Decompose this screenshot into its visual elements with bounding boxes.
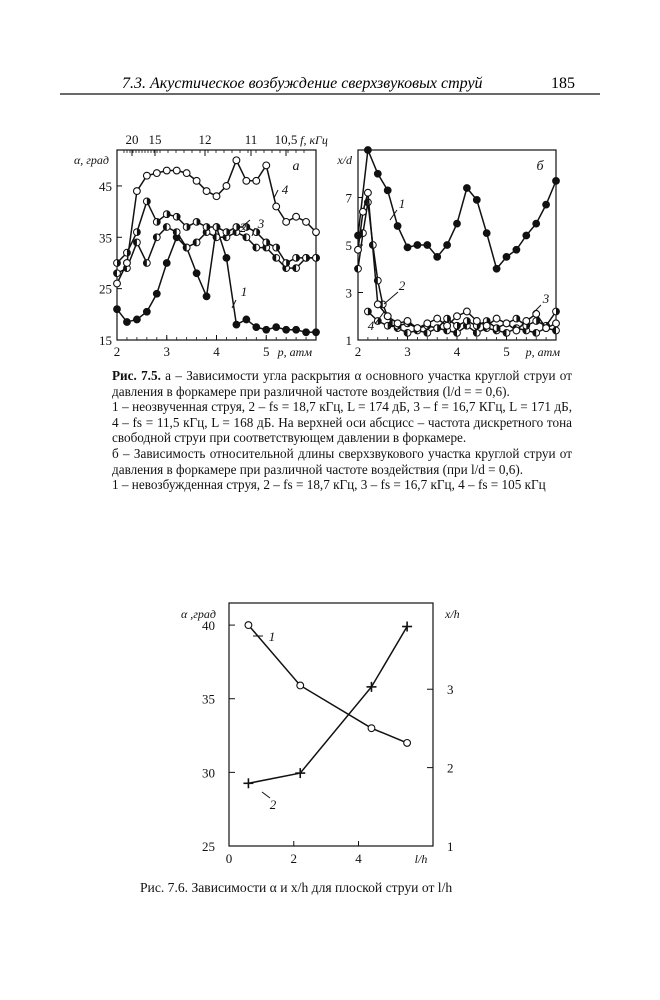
series-4-point <box>233 157 240 164</box>
series-1-point <box>394 223 401 230</box>
series-3-point <box>203 224 210 231</box>
x-tick-label: 4 <box>355 851 362 866</box>
series-1-point <box>223 254 230 261</box>
series-2-point <box>213 234 220 241</box>
series-4-line <box>358 193 556 331</box>
curve-label-4: 4 <box>367 318 375 333</box>
curve-label-2: 2 <box>398 278 406 293</box>
series-4-point <box>360 208 367 215</box>
series-4-point <box>355 246 362 253</box>
x-tick-label: 4 <box>213 344 220 359</box>
series-3-point <box>153 218 160 225</box>
caption-line-b: б – Зависимость относительной длины сверхзвукового участка круглой струи от давления в форкамере при различной частоте воздействия (при l/d = 0,6). <box>112 445 572 477</box>
series-4-point <box>424 320 431 327</box>
series-1-point <box>263 326 270 333</box>
series-1-point <box>384 187 391 194</box>
y-right-tick-label: 3 <box>447 682 454 698</box>
series-4-point <box>213 193 220 200</box>
series-4-point <box>243 177 250 184</box>
y-tick-label: 3 <box>345 285 352 301</box>
figure-7-6 <box>181 603 460 866</box>
series-1-point <box>297 682 304 689</box>
series-4-point <box>114 280 121 287</box>
y-left-axis-label: α ,град <box>180 607 216 621</box>
series-4-point <box>483 322 490 329</box>
series-3-point <box>384 322 391 329</box>
series-2-point <box>293 265 300 272</box>
series-4-point <box>553 320 560 327</box>
series-4-point <box>173 167 180 174</box>
series-2-point <box>503 329 510 336</box>
plot-frame <box>358 150 556 340</box>
series-4-point <box>374 301 381 308</box>
x-tick-label: 5 <box>263 344 270 359</box>
y-right-axis-label: x/h <box>445 607 460 621</box>
series-4-point <box>384 313 391 320</box>
x-tick-label: 3 <box>404 344 411 359</box>
series-2-point <box>163 224 170 231</box>
top-tick-label: 15 <box>148 132 162 147</box>
caption-line-a: а – Зависимости угла раскрытия α основного участка круглой струи от давления в форкамере при различной частоте воздействия (l/d = = 0,6). <box>112 368 572 399</box>
figure-7-6-caption: Рис. 7.6. Зависимости α и x/h для плоской струи от l/h <box>140 880 453 895</box>
series-1-point <box>513 246 520 253</box>
series-3-point <box>434 325 441 332</box>
series-3-point <box>263 239 270 246</box>
y-axis-label: α, град <box>73 153 109 167</box>
curve-label-1: 1 <box>398 196 406 211</box>
series-3-point <box>273 244 280 251</box>
series-3-point <box>173 213 180 220</box>
series-1-point <box>143 308 150 315</box>
series-4-point <box>523 318 530 325</box>
x-axis-label: p, атм <box>525 345 560 359</box>
y-left-tick-label: 30 <box>202 765 215 781</box>
series-3-point <box>223 229 230 236</box>
series-2-point <box>183 244 190 251</box>
series-1-point <box>374 170 381 177</box>
y-tick-label: 7 <box>345 190 352 206</box>
series-3-point <box>533 318 540 325</box>
series-3-point <box>283 260 290 267</box>
caption-label: Рис. 7.5. <box>112 368 161 383</box>
series-1-point <box>365 147 372 154</box>
series-3-point <box>454 322 461 329</box>
series-2-point <box>553 327 560 334</box>
caption-line-legend-a: 1 – неозвученная струя, 2 – fs = 18,7 кГц, L = 174 дБ, 3 – f = 16,7 КГц, L = 171 дБ, 4 – fs = 11,5 кГц, L = 168 дБ. На верхней оси абсцисс – частота дискретного тона свободной струи при соответствующем давлении в форкамере. <box>112 399 572 446</box>
x-axis-label: l/h <box>414 852 428 866</box>
x-tick-label: 2 <box>290 851 298 866</box>
y-axis-label: x/d <box>337 153 352 167</box>
series-2-point <box>114 270 121 277</box>
y-left-tick-label: 40 <box>202 618 215 634</box>
panel-label: а <box>292 159 300 174</box>
series-4-point <box>183 170 190 177</box>
series-1-point <box>483 230 490 237</box>
curve-label-3: 3 <box>257 216 265 231</box>
series-4-point <box>303 218 310 225</box>
x-tick-label: 2 <box>113 344 121 359</box>
y-right-tick-label: 1 <box>447 839 454 854</box>
series-2-point <box>454 329 461 336</box>
series-2-point <box>253 244 260 251</box>
series-2-point <box>173 229 180 236</box>
series-1-point <box>233 321 240 328</box>
caption-line-legend-b: 1 – невозбужденная струя, 2 – fs = 18,7 кГц, 3 – fs = 16,7 кГц, 4 – fs = 105 кГц <box>112 477 546 493</box>
series-3-point <box>134 229 141 236</box>
series-2-point <box>402 622 412 632</box>
series-3-point <box>143 198 150 205</box>
top-axis-label: f, кГц <box>300 133 328 147</box>
curve-label-2: 2 <box>269 797 277 812</box>
series-1-point <box>454 220 461 227</box>
x-tick-label: 2 <box>354 344 362 359</box>
curve-label-3: 3 <box>542 291 550 306</box>
figure-7-5b <box>336 147 560 359</box>
series-1-line <box>117 227 316 332</box>
series-1-point <box>493 265 500 272</box>
series-1-point <box>293 326 300 333</box>
running-header-title: 7.3. Акустическое возбуждение сверхзвуковых струй <box>122 75 483 92</box>
series-1-point <box>114 306 121 313</box>
series-4-point <box>365 189 372 196</box>
series-1-point <box>283 326 290 333</box>
y-tick-label: 1 <box>345 333 352 348</box>
series-1-point <box>153 290 160 297</box>
series-4-point <box>503 320 510 327</box>
series-3-point <box>313 254 320 261</box>
series-1-point <box>368 725 375 732</box>
y-tick-label: 45 <box>99 178 112 194</box>
series-2-point <box>424 329 431 336</box>
top-tick-label: 12 <box>198 132 212 147</box>
curve-label-1: 1 <box>268 629 276 644</box>
series-2-point <box>404 329 411 336</box>
curve-label-2: 2 <box>239 220 247 235</box>
series-4-point <box>464 308 471 315</box>
series-4-point <box>454 313 461 320</box>
series-3-point <box>553 308 560 315</box>
series-1-point <box>414 242 421 249</box>
y-tick-label: 35 <box>99 230 112 246</box>
series-3-point <box>163 211 170 218</box>
series-1-point <box>434 253 441 260</box>
series-1-point <box>444 242 451 249</box>
series-4-point <box>124 260 131 267</box>
series-3-point <box>365 308 372 315</box>
curve-label-1: 1 <box>240 284 248 299</box>
curve-label-4: 4 <box>281 182 289 197</box>
series-4-point <box>163 167 170 174</box>
x-tick-label: 4 <box>453 344 461 359</box>
series-4-point <box>143 172 150 179</box>
series-4-point <box>293 213 300 220</box>
y-left-tick-label: 35 <box>202 691 215 707</box>
curve-leader <box>384 292 398 304</box>
series-2-line <box>248 627 407 784</box>
series-3-point <box>183 224 190 231</box>
series-4-point <box>153 170 160 177</box>
series-3-point <box>293 254 300 261</box>
series-1-line <box>358 150 556 269</box>
series-1-point <box>163 260 170 267</box>
series-3-point <box>493 325 500 332</box>
series-2-point <box>143 260 150 267</box>
series-1-point <box>273 324 280 331</box>
series-1-point <box>523 232 530 239</box>
series-1-point <box>313 329 320 336</box>
figure-7-5-caption <box>112 368 572 493</box>
series-1-point <box>134 316 141 323</box>
series-1-point <box>245 622 252 629</box>
series-4-point <box>543 325 550 332</box>
series-4-point <box>394 320 401 327</box>
series-1-point <box>473 196 480 203</box>
plot-frame <box>229 603 433 846</box>
series-3-point <box>193 218 200 225</box>
figure-7-5a <box>74 132 328 359</box>
x-tick-label: 3 <box>163 344 170 359</box>
series-4-point <box>444 322 451 329</box>
panel-label: б <box>536 159 544 174</box>
y-tick-label: 15 <box>99 333 112 348</box>
series-1-point <box>404 244 411 251</box>
series-4-point <box>223 183 230 190</box>
x-axis-label: p, атм <box>277 345 312 359</box>
series-3-point <box>464 318 471 325</box>
series-2-point <box>533 329 540 336</box>
series-3-point <box>513 315 520 322</box>
series-1-point <box>203 293 210 300</box>
series-1-point <box>533 220 540 227</box>
curve-leader <box>274 190 278 198</box>
series-1-point <box>503 253 510 260</box>
series-4-point <box>493 315 500 322</box>
series-4-point <box>203 188 210 195</box>
series-1-point <box>543 201 550 208</box>
series-1-point <box>464 185 471 192</box>
top-tick-label: 11 <box>244 132 258 147</box>
series-1-point <box>243 316 250 323</box>
series-4-point <box>513 327 520 334</box>
series-4-point <box>283 218 290 225</box>
series-4-point <box>193 177 200 184</box>
series-4-point <box>473 318 480 325</box>
series-1-point <box>404 740 411 747</box>
series-3-point <box>444 315 451 322</box>
y-left-tick-label: 25 <box>202 839 215 854</box>
y-tick-label: 5 <box>345 238 352 253</box>
series-2-point <box>153 234 160 241</box>
series-3-point <box>114 260 121 267</box>
series-3-point <box>303 254 310 261</box>
series-2-point <box>473 329 480 336</box>
series-1-point <box>424 242 431 249</box>
series-4-point <box>263 162 270 169</box>
series-1-point <box>303 329 310 336</box>
series-3-point <box>213 224 220 231</box>
y-tick-label: 25 <box>99 281 112 297</box>
series-2-point <box>134 239 141 246</box>
top-tick-label: 20 <box>125 132 139 147</box>
series-4-point <box>434 315 441 322</box>
top-tick-label: 10,5 <box>274 132 298 147</box>
series-2-point <box>273 254 280 261</box>
series-1-point <box>253 324 260 331</box>
series-4-point <box>253 177 260 184</box>
series-2-point <box>243 778 253 788</box>
x-tick-label: 0 <box>225 851 233 866</box>
series-4-point <box>414 325 421 332</box>
y-right-tick-label: 2 <box>447 760 454 776</box>
x-tick-label: 5 <box>503 344 510 359</box>
series-1-point <box>193 270 200 277</box>
series-2-point <box>355 265 362 272</box>
series-1-point <box>553 177 560 184</box>
series-4-point <box>273 203 280 210</box>
series-1-point <box>124 319 131 326</box>
series-2-point <box>193 239 200 246</box>
series-4-point <box>134 188 141 195</box>
page-number: 185 <box>551 75 575 92</box>
series-4-point <box>404 318 411 325</box>
series-4-point <box>313 229 320 236</box>
